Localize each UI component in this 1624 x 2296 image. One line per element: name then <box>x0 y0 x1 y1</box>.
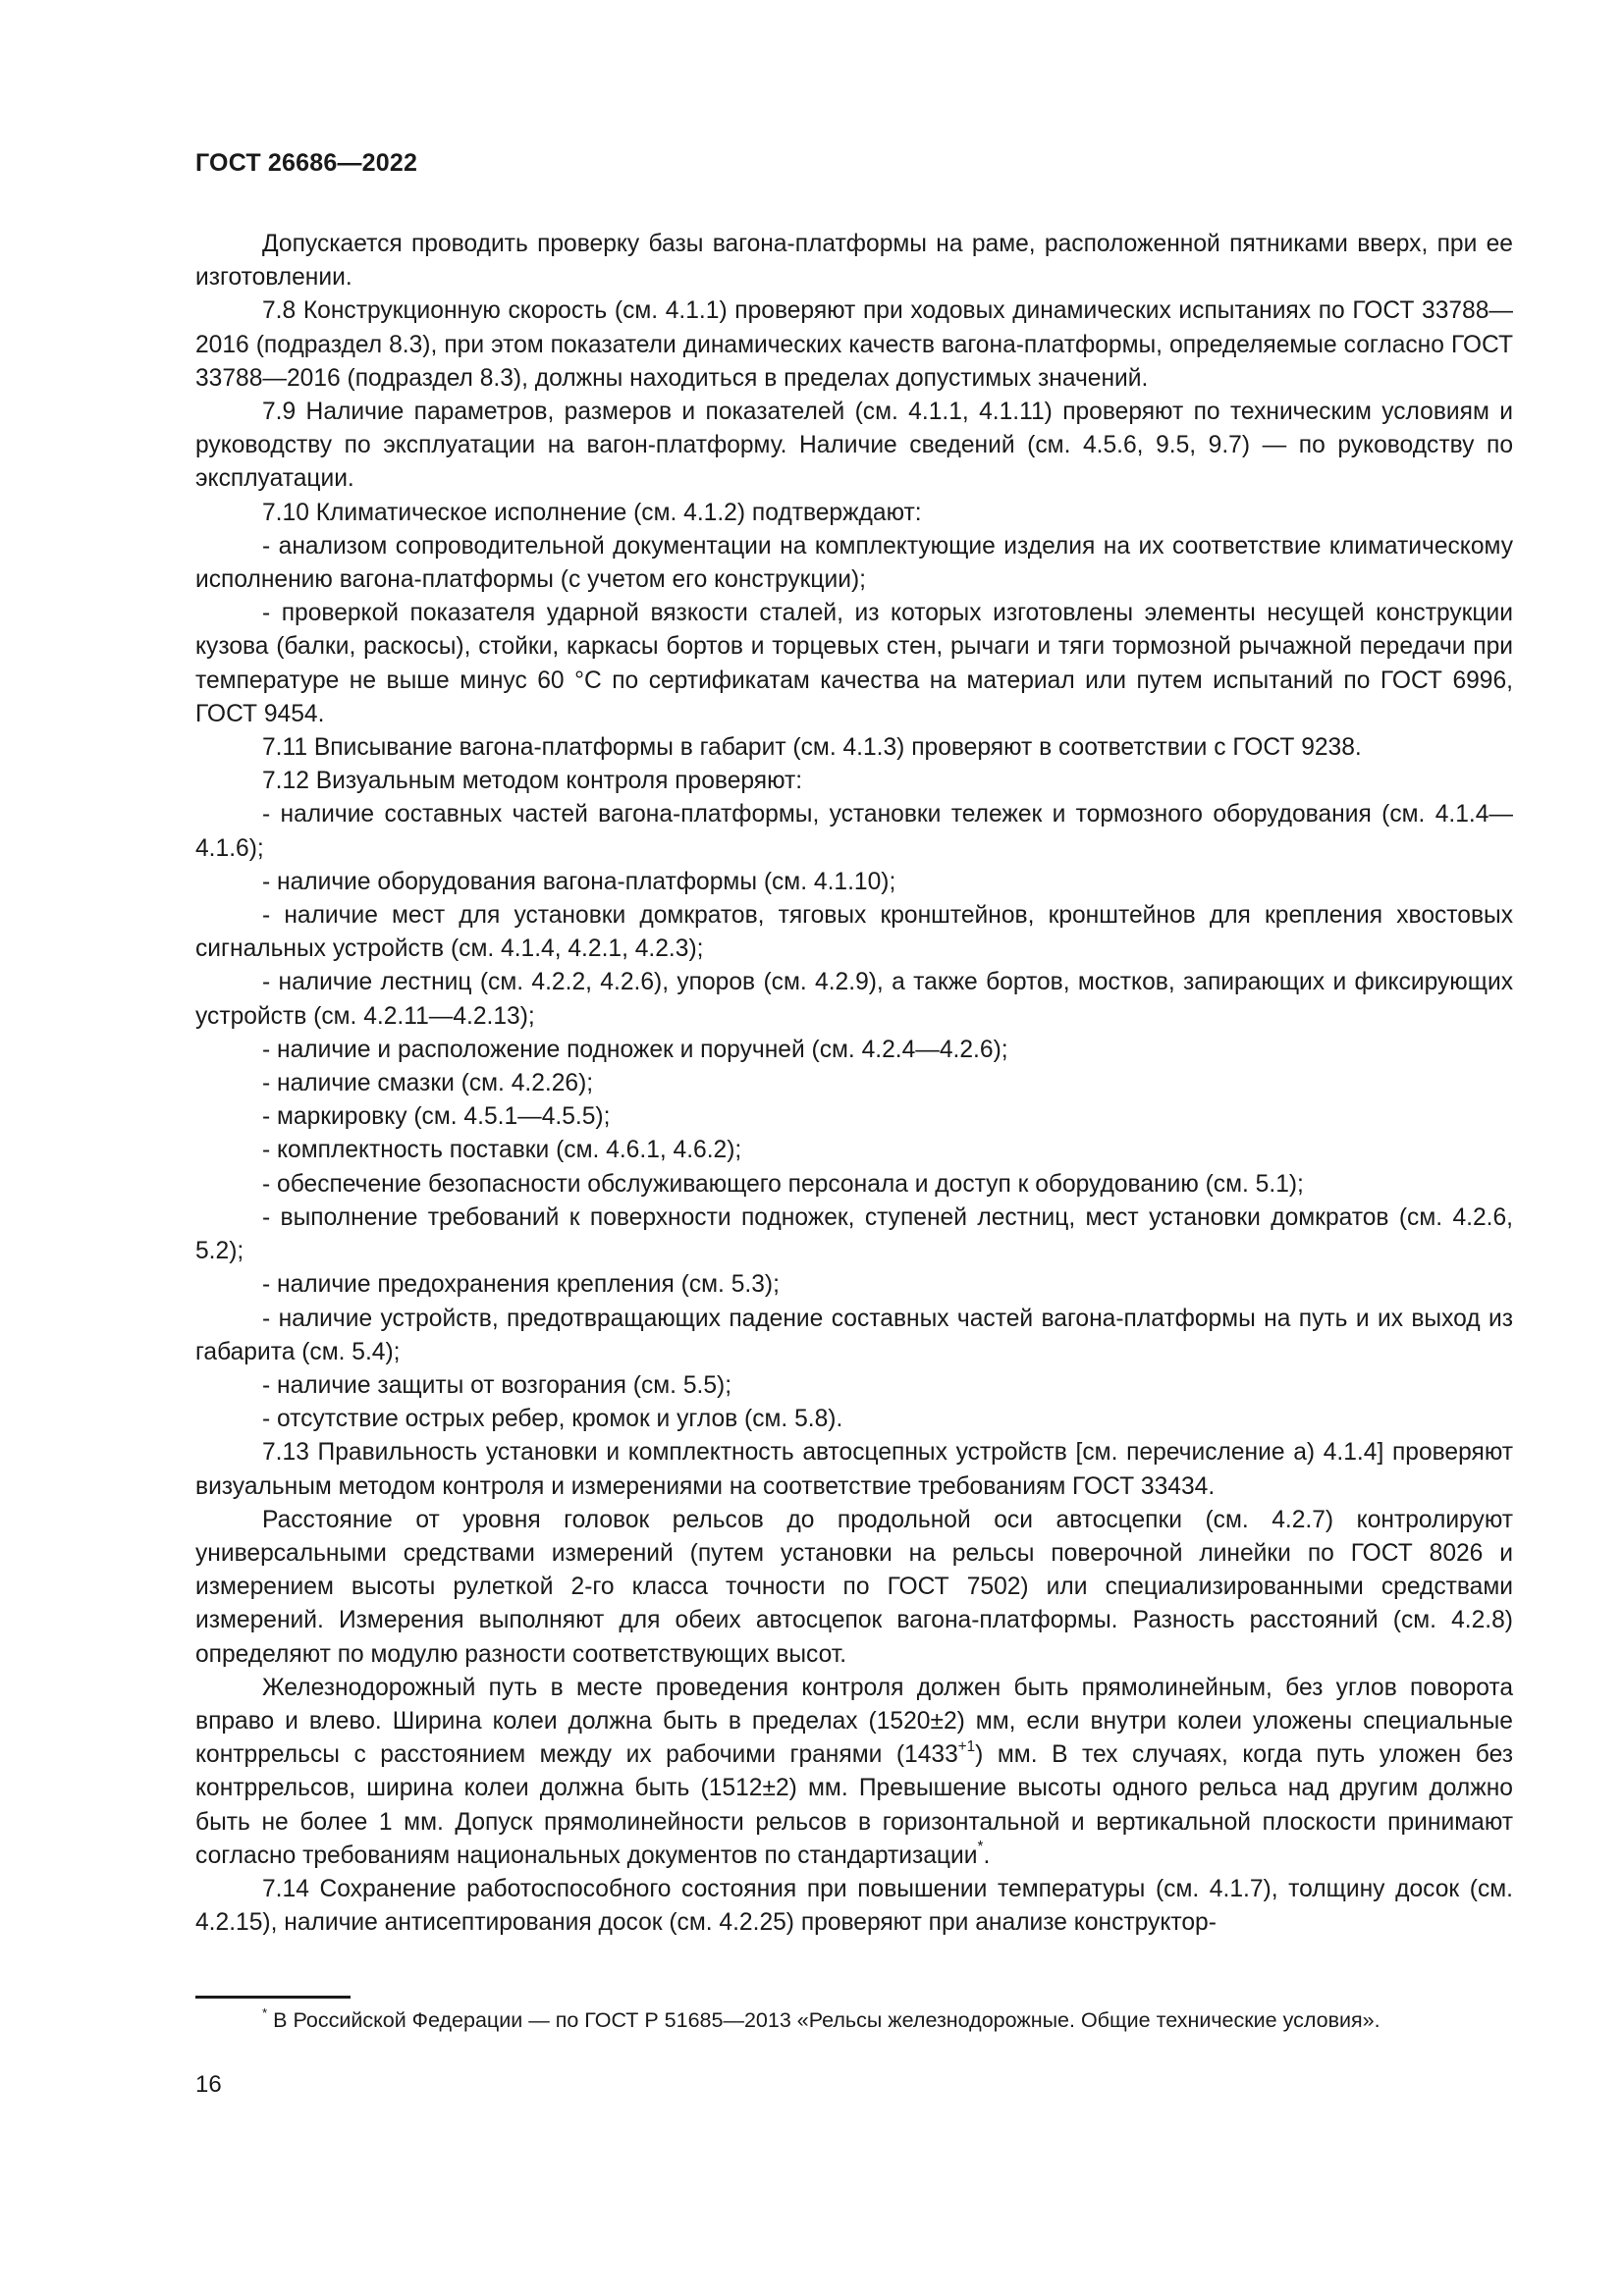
list-item: - наличие и расположение подножек и поручней (см. 4.2.4—4.2.6); <box>262 1036 1008 1063</box>
paragraph-7-14: 7.14 Сохранение работоспособного состояния при повышении температуры (см. 4.1.7), толщину досок (см. 4.2.15), наличие антисептирования досок (см. 4.2.25) проверяют при анализе конструктор- <box>195 1875 1513 1937</box>
document-code-header: ГОСТ 26686—2022 <box>195 149 418 177</box>
paragraph-7-9: 7.9 Наличие параметров, размеров и показателей (см. 4.1.1, 4.1.11) проверяют по техническим условиям и руководству по эксплуатации на вагон-платформу. Наличие сведений (см. 4.5.6, 9.5, 9.7) — по руководству по эксплуатации. <box>195 399 1513 493</box>
paragraph-7-10: 7.10 Климатическое исполнение (см. 4.1.2) подтверждают: <box>262 499 922 526</box>
list-item: - наличие оборудования вагона-платформы (см. 4.1.10); <box>262 868 896 895</box>
paragraph-7-8: 7.8 Конструкционную скорость (см. 4.1.1) проверяют при ходовых динамических испытаниях по ГОСТ 33788—2016 (подраздел 8.3), при этом показатели динамических качеств вагона-платформы, определяемые согласно ГОСТ 33788—2016 (подраздел 8.3), должны находиться в пределах допустимых значений. <box>195 297 1513 392</box>
footnote <box>195 2004 1513 2037</box>
list-item: - наличие лестниц (см. 4.2.2, 4.2.6), упоров (см. 4.2.9), а также бортов, мостков, запирающих и фиксирующих устройств (см. 4.2.11—4.2.13); <box>195 969 1513 1030</box>
list-item: - наличие мест для установки домкратов, тяговых кронштейнов, кронштейнов для крепления хвостовых сигнальных устройств (см. 4.1.4, 4.2.1, 4.2.3); <box>195 902 1513 963</box>
list-item: - выполнение требований к поверхности подножек, ступеней лестниц, мест установки домкратов (см. 4.2.6, 5.2); <box>195 1203 1513 1265</box>
paragraph: Расстояние от уровня головок рельсов до продольной оси автосцепки (см. 4.2.7) контролируют универсальными средствами измерений (путем установки на рельсы поверочной линейки по ГОСТ 8026 и измерением высоты рулеткой 2-го класса точности по ГОСТ 7502) или специализированными средствами измерений. Измерения выполняют для обеих автосцепок вагона-платформы. Разность расстояний (см. 4.2.8) определяют по модулю разности соответствующих высот. <box>195 1506 1513 1668</box>
list-item: - наличие устройств, предотвращающих падение составных частей вагона-платформы на путь и их выход из габарита (см. 5.4); <box>195 1305 1513 1365</box>
list-item: - наличие предохранения крепления (см. 5.3); <box>262 1271 780 1299</box>
paragraph-7-13: 7.13 Правильность установки и комплектность автосцепных устройств [см. перечисление а) 4.1.4] проверяют визуальным методом контроля и измерениями на соответствие требованиям ГОСТ 33434. <box>195 1439 1513 1500</box>
page-number: 16 <box>195 2071 222 2098</box>
paragraph-7-12: 7.12 Визуальным методом контроля проверяют: <box>262 768 803 795</box>
list-item: - анализом сопроводительной документации на комплектующие изделия на их соответствие климатическому исполнению вагона-платформы (с учетом его конструкции); <box>195 532 1513 594</box>
track-text-part1: Железнодорожный путь в месте проведения контроля должен быть прямолинейным, без углов поворота вправо и влево. Ширина колеи должна быть в пределах (1520±2) мм, если внутри колеи уложены специальные контррельсы с расстоянием между их рабочими гранями (1433 <box>195 1674 1513 1769</box>
footnote-marker: * <box>977 1839 984 1856</box>
track-text-part3: . <box>983 1842 991 1869</box>
footnote-text: В Российской Федерации — по ГОСТ Р 51685—2013 «Рельсы железнодорожные. Общие технические условия». <box>267 2008 1380 2032</box>
body-text <box>195 228 1513 1940</box>
paragraph-track <box>195 1672 1513 1873</box>
list-item: - комплектность поставки (см. 4.6.1, 4.6.2); <box>262 1137 742 1164</box>
paragraph-7-11: 7.11 Вписывание вагона-платформы в габарит (см. 4.1.3) проверяют в соответствии с ГОСТ 9238. <box>262 734 1362 762</box>
footnote-rule <box>195 1996 351 1999</box>
track-text-part2: ) мм. В тех случаях, когда путь уложен без контррельсов, ширина колеи должна быть (1512±2) мм. Превышение высоты одного рельса над другим должно быть не более 1 мм. Допуск прямолинейности рельсов в горизонтальной и вертикальной плоскости принимают согласно требованиям национальных документов по стандартизации <box>195 1741 1514 1869</box>
list-item: - обеспечение безопасности обслуживающего персонала и доступ к оборудованию (см. 5.1); <box>262 1170 1304 1198</box>
tolerance-superscript: +1 <box>957 1737 976 1755</box>
footnote-marker: * <box>262 2004 268 2020</box>
list-item: - наличие защиты от возгорания (см. 5.5); <box>262 1371 732 1399</box>
paragraph: Допускается проводить проверку базы вагона-платформы на раме, расположенной пятниками вверх, при ее изготовлении. <box>195 231 1513 292</box>
list-item: - наличие составных частей вагона-платформы, установки тележек и тормозного оборудования (см. 4.1.4—4.1.6); <box>195 801 1513 862</box>
list-item: - отсутствие острых ребер, кромок и углов (см. 5.8). <box>262 1406 843 1433</box>
list-item: - проверкой показателя ударной вязкости сталей, из которых изготовлены элементы несущей конструкции кузова (балки, раскосы), стойки, каркасы бортов и торцевых стен, рычаги и тяги тормозной рычажной передачи при температуре не выше минус 60 °С по сертификатам качества на материал или путем испытаний по ГОСТ 6996, ГОСТ 9454. <box>195 600 1513 727</box>
list-item: - наличие смазки (см. 4.2.26); <box>262 1070 594 1097</box>
list-item: - маркировку (см. 4.5.1—4.5.5); <box>262 1103 611 1131</box>
